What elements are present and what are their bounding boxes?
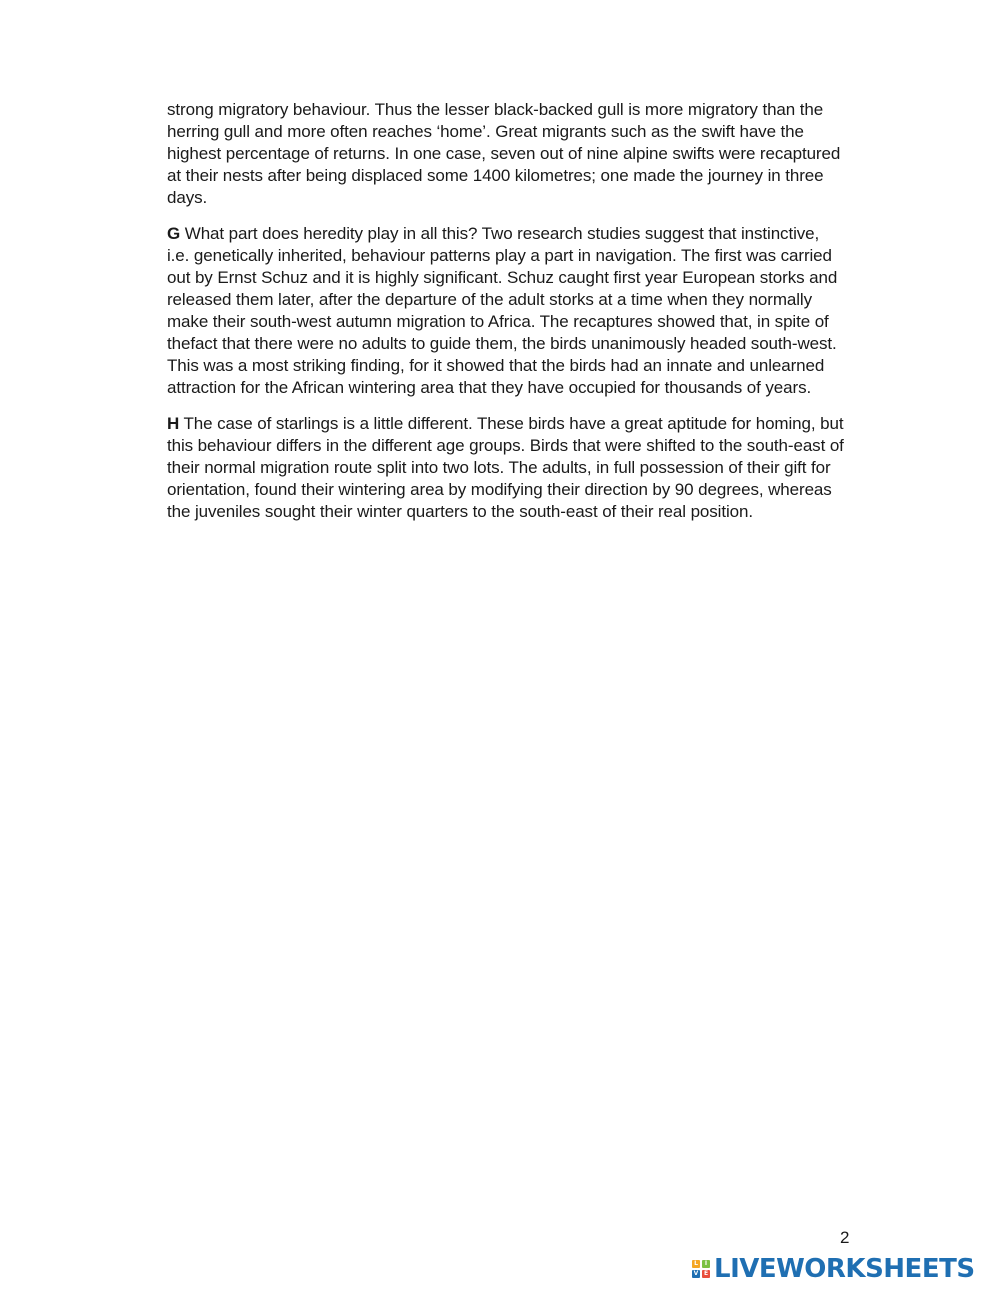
text-segment: The case of starlings is a little different. These birds have a great aptitude for homing, but	[179, 414, 844, 433]
text-line: highest percentage of returns. In one case, seven out of nine alpine swifts were recaptured	[167, 144, 841, 163]
logo-cell-icon: V	[693, 1270, 699, 1277]
logo-cell-icon: E	[703, 1270, 709, 1277]
text-line: this behaviour differs in the different age groups. Birds that were shifted to the south-east of	[167, 436, 844, 455]
brand-name: LIVEWORKSHEETS	[714, 1254, 975, 1284]
text-line: the juveniles sought their winter quarters to the south-east of their real position.	[167, 502, 753, 521]
liveworksheets-logo[interactable]	[692, 1254, 975, 1284]
text-line: released them later, after the departure of the adult storks at a time when they normally	[167, 290, 813, 309]
paragraph-g	[167, 223, 917, 399]
text-line: This was a most striking finding, for it showed that the birds had an innate and unlearned	[167, 356, 825, 375]
logo-cell-icon: L	[692, 1260, 700, 1268]
logo-grid-icon	[692, 1260, 710, 1278]
document-body	[167, 99, 917, 537]
text-line: i.e. genetically inherited, behaviour patterns play a part in navigation. The first was carried	[167, 246, 832, 265]
text-line: days.	[167, 188, 208, 207]
paragraph-marker: H	[167, 414, 180, 433]
text-line	[167, 413, 917, 435]
page-number: 2	[840, 1228, 850, 1247]
text-line: make their south-west autumn migration to Africa. The recaptures showed that, in spite of	[167, 312, 829, 331]
text-line	[167, 223, 917, 245]
text-line: thefact that there were no adults to guide them, the birds unanimously headed south-west.	[167, 334, 837, 353]
text-line: at their nests after being displaced some 1400 kilometres; one made the journey in three	[167, 166, 824, 185]
text-line: their normal migration route split into two lots. The adults, in full possession of their gift for	[167, 458, 831, 477]
text-segment: What part does heredity play in all this? Two research studies suggest that instinctive,	[180, 224, 820, 243]
paragraph-f-continuation	[167, 99, 917, 209]
text-line: strong migratory behaviour. Thus the lesser black-backed gull is more migratory than the	[167, 100, 824, 119]
text-line: attraction for the African wintering area that they have occupied for thousands of years.	[167, 378, 812, 397]
paragraph-h	[167, 413, 917, 523]
text-line: orientation, found their wintering area by modifying their direction by 90 degrees, whereas	[167, 480, 832, 499]
text-line: herring gull and more often reaches ‘home’. Great migrants such as the swift have the	[167, 122, 804, 141]
logo-cell-icon: I	[702, 1260, 710, 1268]
paragraph-marker: G	[167, 224, 181, 243]
text-line: out by Ernst Schuz and it is highly significant. Schuz caught first year European storks and	[167, 268, 838, 287]
